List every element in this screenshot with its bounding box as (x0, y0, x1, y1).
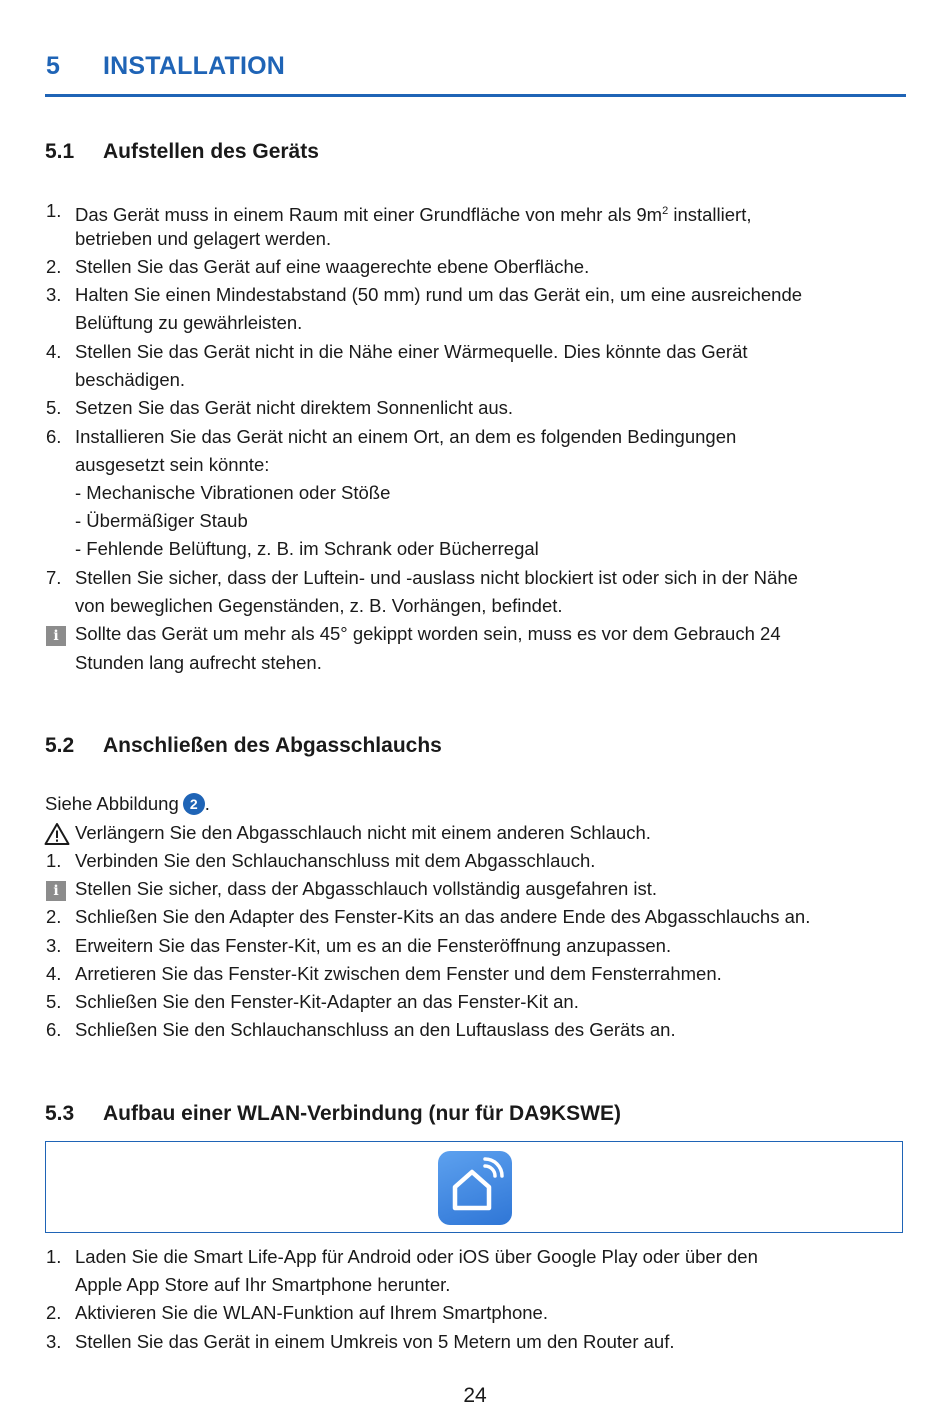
list-item-text: Erweitern Sie das Fenster-Kit, um es an die Fensteröffnung anzupassen. (75, 935, 672, 956)
list-item-text: Setzen Sie das Gerät nicht direktem Sonnenlicht aus. (75, 397, 514, 418)
note-text: Stunden lang aufrecht stehen. (75, 652, 322, 673)
section-title: Aufstellen des Geräts (103, 140, 319, 163)
page-number: 24 (463, 1384, 487, 1407)
list-item-text: Aktivieren Sie die WLAN-Funktion auf Ihrem Smartphone. (75, 1302, 548, 1323)
list-marker: 5. (46, 991, 62, 1012)
list-marker: 3. (46, 284, 62, 305)
chapter-heading (45, 50, 906, 97)
list-marker: 4. (46, 341, 62, 362)
list-item-text: ausgesetzt sein könnte: (75, 454, 270, 475)
list-item-text: Schließen Sie den Adapter des Fenster-Kits an das andere Ende des Abgasschlauchs an. (75, 906, 811, 927)
section-title: Anschließen des Abgasschlauchs (103, 734, 442, 757)
info-icon: i (46, 626, 66, 646)
list-item-text: Das Gerät muss in einem Raum mit einer Grundfläche von mehr als $9m^2$ installiert, (75, 204, 752, 225)
chapter-title: INSTALLATION (103, 52, 286, 80)
list-marker: 3. (46, 935, 62, 956)
list-marker: 4. (46, 963, 62, 984)
list-item-text: betrieben und gelagert werden. (75, 228, 332, 249)
warning-icon (44, 822, 70, 846)
list-marker: 2. (46, 256, 62, 277)
list-marker: 1. (46, 1246, 62, 1267)
list-item-text: Installieren Sie das Gerät nicht an einem Ort, an dem es folgenden Bedingungen (75, 426, 737, 447)
figure-number-badge: 2 (183, 793, 205, 815)
list-item-text: Stellen Sie das Gerät in einem Umkreis von 5 Metern um den Router auf. (75, 1331, 675, 1352)
chapter-number: 5 (46, 52, 61, 80)
list-item-text: Stellen Sie sicher, dass der Luftein- und -auslass nicht blockiert ist oder sich in der Nähe (75, 567, 798, 588)
section-number: 5.3 (45, 1102, 75, 1125)
list-item-text: beschädigen. (75, 369, 186, 390)
list-item-text: Apple App Store auf Ihr Smartphone herunter. (75, 1274, 451, 1295)
section-title: Aufbau einer WLAN-Verbindung (nur für DA9KSWE) (103, 1102, 621, 1125)
list-item-text: Stellen Sie das Gerät auf eine waagerechte ebene Oberfläche. (75, 256, 590, 277)
list-marker: 6. (46, 426, 62, 447)
list-item-text: Arretieren Sie das Fenster-Kit zwischen dem Fenster und dem Fensterrahmen. (75, 963, 722, 984)
list-item-text: von beweglichen Gegenständen, z. B. Vorhängen, befindet. (75, 595, 563, 616)
superscript: 2 (662, 205, 669, 217)
list-item-text: Schließen Sie den Schlauchanschluss an den Luftauslass des Geräts an. (75, 1019, 676, 1040)
list-marker: 7. (46, 567, 62, 588)
warning-text: Verlängern Sie den Abgasschlauch nicht mit einem anderen Schlauch. (75, 822, 651, 843)
section-number: 5.1 (45, 140, 75, 163)
info-icon: i (46, 881, 66, 901)
list-item-text: Belüftung zu gewährleisten. (75, 312, 303, 333)
list-item-text: Laden Sie die Smart Life-App für Android oder iOS über Google Play oder über den (75, 1246, 758, 1267)
figure-reference: Siehe Abbildung 2 . (45, 793, 210, 814)
list-item-text: Stellen Sie das Gerät nicht in die Nähe einer Wärmequelle. Dies könnte das Gerät (75, 341, 748, 362)
list-item-text: Verbinden Sie den Schlauchanschluss mit dem Abgasschlauch. (75, 850, 596, 871)
note-text: Sollte das Gerät um mehr als 45° gekippt worden sein, muss es vor dem Gebrauch 24 (75, 623, 781, 644)
list-marker: 1. (46, 850, 62, 871)
list-item-text: Schließen Sie den Fenster-Kit-Adapter an das Fenster-Kit an. (75, 991, 579, 1012)
sub-list-item: - Fehlende Belüftung, z. B. im Schrank oder Bücherregal (75, 538, 539, 559)
app-icon-box (45, 1141, 903, 1233)
list-marker: 6. (46, 1019, 62, 1040)
sub-list-item: - Übermäßiger Staub (75, 510, 248, 531)
list-item-text: Halten Sie einen Mindestabstand (50 mm) rund um das Gerät ein, um eine ausreichende (75, 284, 803, 305)
list-marker: 5. (46, 397, 62, 418)
note-text: Stellen Sie sicher, dass der Abgasschlauch vollständig ausgefahren ist. (75, 878, 658, 899)
list-marker: 1. (46, 200, 62, 221)
list-marker: 2. (46, 906, 62, 927)
list-marker: 3. (46, 1331, 62, 1352)
list-marker: 2. (46, 1302, 62, 1323)
section-number: 5.2 (45, 734, 75, 757)
sub-list-item: - Mechanische Vibrationen oder Stöße (75, 482, 391, 503)
smart-life-app-icon (438, 1151, 512, 1225)
